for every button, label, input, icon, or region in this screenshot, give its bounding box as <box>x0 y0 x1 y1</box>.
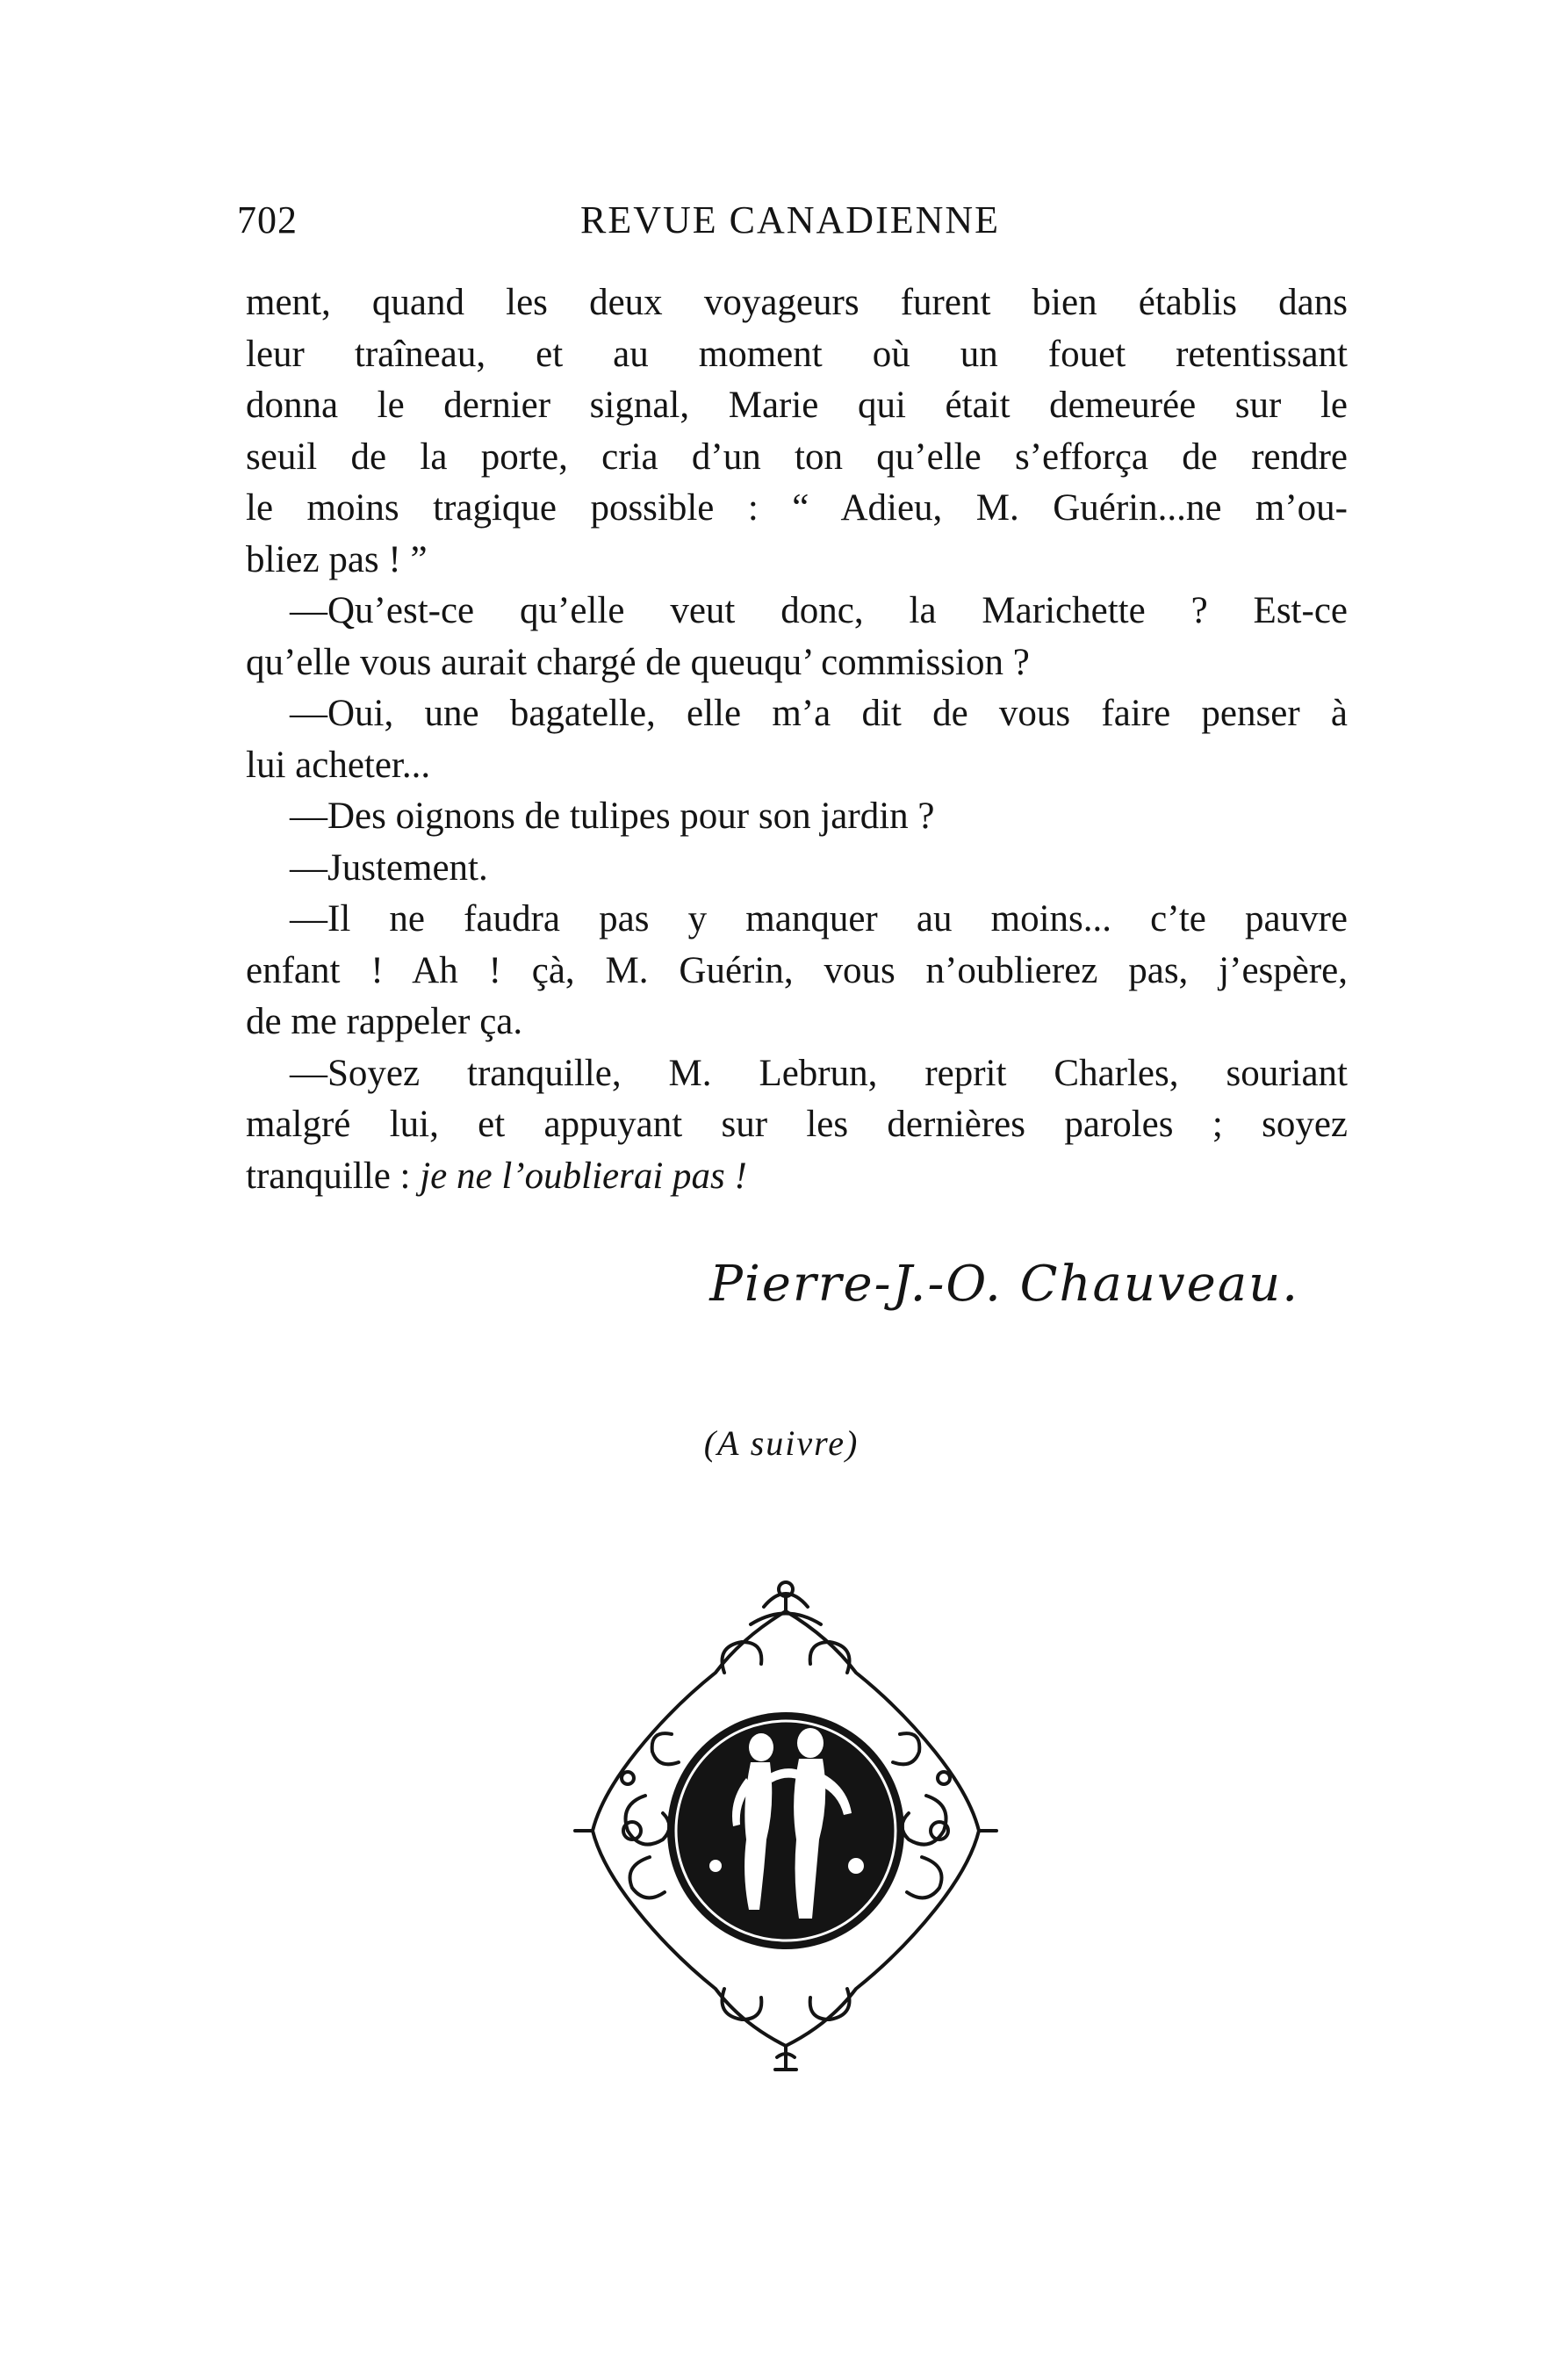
text-line: le moins tragique possible : “ Adieu, M. Guérin...ne m’ou- <box>246 487 1348 529</box>
continuation-note: (A suivre) <box>703 1423 860 1463</box>
text-line: —Justement. <box>290 846 488 889</box>
text-line: seuil de la porte, cria d’un ton qu’elle s’efforça de rendre <box>246 436 1348 478</box>
text-line: lui acheter... <box>246 744 431 786</box>
text-line: —Des oignons de tulipes pour son jardin ? <box>290 796 935 837</box>
author-signature: Pierre-J.-O. Chauveau. <box>709 1256 1299 1313</box>
page-number: 702 <box>237 198 298 241</box>
journal-title: REVUE CANADIENNE <box>579 198 1001 241</box>
text-line-final-prefix: tranquille : <box>246 1155 421 1197</box>
text-line: malgré lui, et appuyant sur les dernières paroles ; soyez <box>246 1104 1348 1145</box>
text-line: donna le dernier signal, Marie qui était demeurée sur le <box>246 385 1348 426</box>
text-line: leur traîneau, et au moment où un fouet retentissant <box>246 333 1348 375</box>
text-line: enfant ! Ah ! çà, M. Guérin, vous n’oublierez pas, j’espère, <box>246 949 1348 991</box>
text-line-final <box>246 1151 1348 1203</box>
text-line: —Oui, une bagatelle, elle m’a dit de vous faire penser à <box>290 693 1348 734</box>
vignette-ornament-icon <box>566 1576 1005 2077</box>
text-line: —Qu’est-ce qu’elle veut donc, la Marichette ? Est-ce <box>290 590 1348 631</box>
text-line: —Il ne faudra pas y manquer au moins... c’te pauvre <box>290 898 1348 940</box>
text-line: ment, quand les deux voyageurs furent bien établis dans <box>246 282 1348 323</box>
text-line: bliez pas ! ” <box>246 538 428 580</box>
running-head <box>237 198 1343 250</box>
body-text <box>246 277 1348 1202</box>
text-line-final-italic: je ne l’oublierai pas ! <box>420 1155 747 1197</box>
text-line: qu’elle vous aurait chargé de queuqu’ commission ? <box>246 641 1030 683</box>
text-line: de me rappeler ça. <box>246 1001 523 1042</box>
text-line: —Soyez tranquille, M. Lebrun, reprit Charles, souriant <box>290 1052 1348 1094</box>
